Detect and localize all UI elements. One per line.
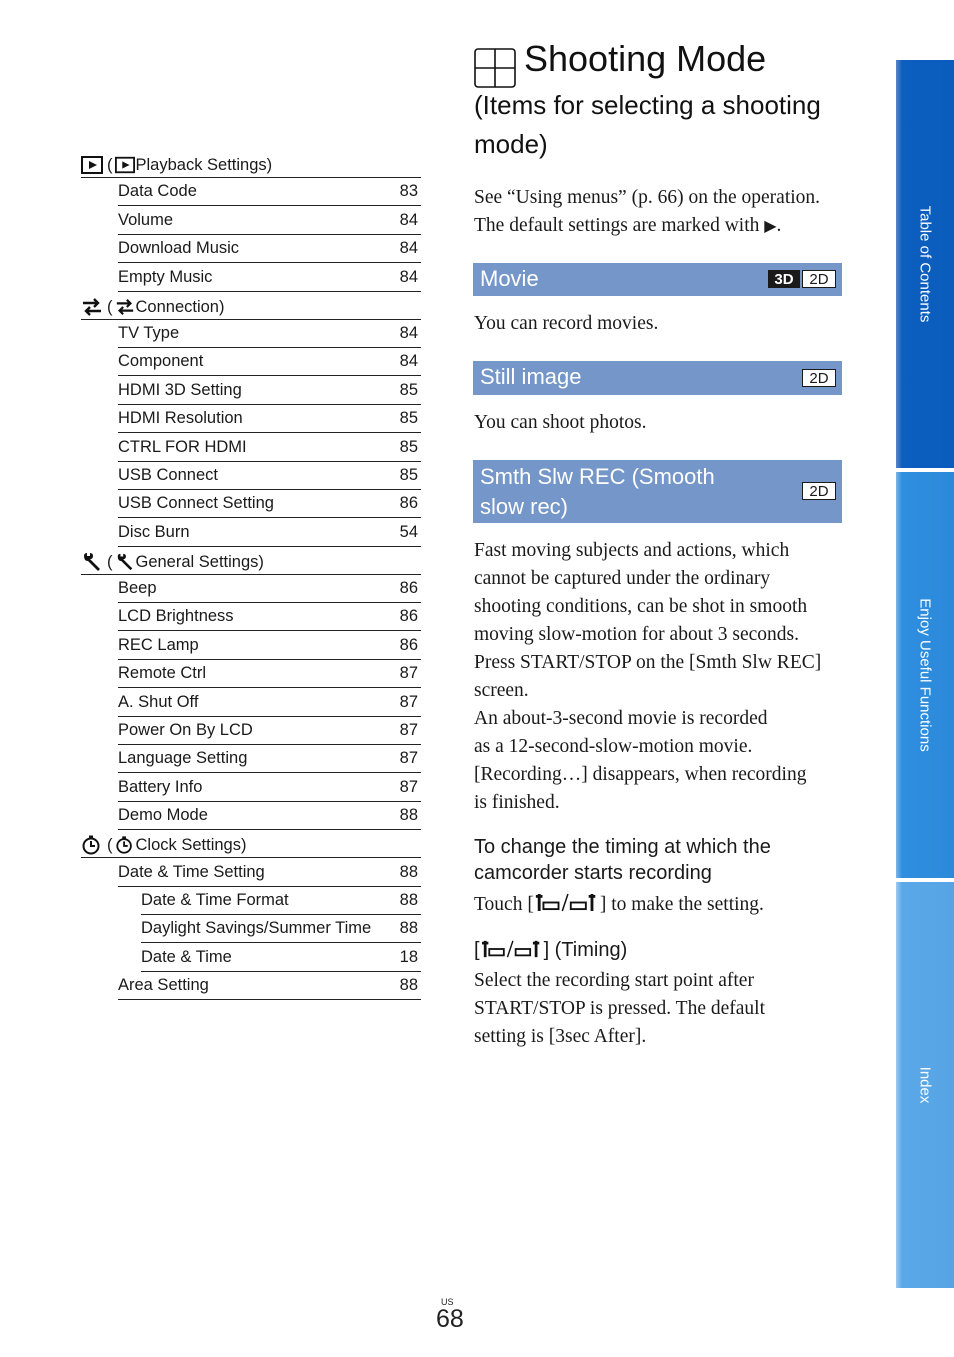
menu-row[interactable] <box>118 660 421 688</box>
page-ref: 88 <box>399 919 418 938</box>
playback-icon <box>115 155 135 175</box>
clock-icon <box>81 835 103 855</box>
menu-row[interactable] <box>118 433 421 461</box>
page-ref: 84 <box>399 239 418 258</box>
badge-2d: 2D <box>802 369 836 387</box>
menu-item-label: Remote Ctrl <box>118 664 207 683</box>
category-label: General Settings) <box>135 552 264 571</box>
menu-item-label: Data Code <box>118 182 197 201</box>
page-subtitle: (Items for selecting a shooting mode) <box>474 90 821 159</box>
section-title-line: Smth Slw REC (Smooth <box>480 464 715 489</box>
paren: ( <box>107 297 113 316</box>
menu-item-label: Beep <box>118 579 157 598</box>
page-ref: 87 <box>399 664 418 683</box>
menu-item-label: Component <box>118 352 204 371</box>
menu-item-label: Power On By LCD <box>118 721 253 740</box>
region-code: US <box>441 1297 454 1307</box>
menu-row[interactable] <box>118 603 421 631</box>
category-general[interactable] <box>81 547 421 575</box>
section-title: Movie <box>480 266 539 291</box>
playback-icon <box>81 155 103 175</box>
text-line: START/STOP is pressed. The default <box>474 998 766 1019</box>
page-ref: 87 <box>399 692 418 711</box>
timing-item-prefix: [ <box>474 939 480 961</box>
section-bar-movie <box>473 263 842 296</box>
text-line: screen. <box>474 680 529 701</box>
intro-line-end: . <box>776 215 782 236</box>
menu-row[interactable] <box>118 178 421 206</box>
select-text <box>474 967 834 1051</box>
badge-2d: 2D <box>802 482 836 500</box>
touch-prefix: Touch [ <box>474 894 534 915</box>
still-text: You can shoot photos. <box>474 412 647 433</box>
text-line: [Recording…] disappears, when recording <box>474 764 807 785</box>
page-title: Shooting Mode <box>524 38 767 79</box>
category-label: Connection) <box>135 297 225 316</box>
page-ref: 85 <box>399 409 418 428</box>
touch-text <box>474 891 764 919</box>
menu-item-label: CTRL FOR HDMI <box>118 437 247 456</box>
page-ref: 88 <box>399 890 418 909</box>
heading-line: camcorder starts recording <box>474 862 712 884</box>
menu-row[interactable] <box>118 575 421 603</box>
section-title: Still image <box>480 364 582 389</box>
menu-row[interactable] <box>118 802 421 830</box>
menu-row[interactable] <box>118 518 421 546</box>
menu-item-label: REC Lamp <box>118 635 199 654</box>
paren: ( <box>107 836 113 855</box>
menu-row[interactable] <box>118 206 421 234</box>
page-ref: 86 <box>399 635 418 654</box>
menu-row[interactable] <box>118 631 421 659</box>
page-ref: 86 <box>399 579 418 598</box>
page-ref: 54 <box>399 522 418 541</box>
section-title-line: slow rec) <box>480 494 569 519</box>
menu-index <box>81 150 421 1000</box>
default-marker-icon: ▶ <box>764 218 777 235</box>
menu-row[interactable] <box>118 348 421 376</box>
intro-line <box>474 212 854 241</box>
text-line: setting is [3sec After]. <box>474 1026 647 1047</box>
text-line: Press START/STOP on the [Smth Slw REC] <box>474 652 822 673</box>
section-bar-still <box>473 361 842 395</box>
touch-suffix: ] to make the setting. <box>599 894 764 915</box>
menu-item-label: Date & Time <box>141 947 232 966</box>
page-ref: 84 <box>399 267 418 286</box>
clock-icon <box>115 835 135 855</box>
menu-item-label: Demo Mode <box>118 806 208 825</box>
paren: ( <box>107 156 113 174</box>
text-line: is finished. <box>474 792 560 813</box>
text-line: Select the recording start point after <box>474 970 754 991</box>
category-clock[interactable] <box>81 830 421 858</box>
wrench-icon <box>115 552 135 572</box>
menu-row[interactable] <box>118 688 421 716</box>
page-ref: 18 <box>399 947 418 966</box>
page-ref: 88 <box>399 862 418 881</box>
tab-index[interactable] <box>896 882 954 1288</box>
section-title <box>480 462 715 522</box>
menu-row[interactable] <box>118 320 421 348</box>
menu-row[interactable] <box>118 858 421 886</box>
page-ref: 84 <box>399 210 418 229</box>
menu-row[interactable] <box>118 773 421 801</box>
page-ref: 85 <box>399 437 418 456</box>
page-ref: 86 <box>399 607 418 626</box>
intro-text <box>474 184 854 241</box>
text-line: moving slow-motion for about 3 seconds. <box>474 624 799 645</box>
page-ref: 83 <box>399 182 418 201</box>
text-line: Fast moving subjects and actions, which <box>474 540 790 561</box>
page-ref: 84 <box>399 352 418 371</box>
menu-item-label: USB Connect Setting <box>118 494 274 513</box>
badge-3d: 3D <box>768 270 800 288</box>
wrench-icon <box>81 552 103 572</box>
menu-row[interactable] <box>118 972 421 1000</box>
tab-enjoy-useful-functions[interactable] <box>896 472 954 878</box>
page-ref: 84 <box>399 323 418 342</box>
menu-item-label: Download Music <box>118 239 240 258</box>
menu-item-label: LCD Brightness <box>118 607 234 626</box>
tab-label: Enjoy Useful Functions <box>916 598 934 752</box>
category-label: Clock Settings) <box>135 836 247 855</box>
slow-rec-timing-icon <box>534 892 600 913</box>
intro-line: See “Using menus” (p. 66) on the operation. <box>474 187 821 208</box>
page-number: 68 <box>436 1305 464 1333</box>
tab-label: Table of Contents <box>916 205 934 323</box>
menu-item-label: Disc Burn <box>118 522 190 541</box>
text-line: as a 12-second-slow-motion movie. <box>474 736 753 757</box>
category-playback[interactable] <box>81 150 421 178</box>
category-label: Playback Settings) <box>135 156 273 174</box>
connection-icon <box>81 297 103 317</box>
tab-table-of-contents[interactable] <box>896 60 954 468</box>
grid-icon <box>474 48 516 88</box>
page-ref: 86 <box>399 494 418 513</box>
menu-item-label: Volume <box>118 210 174 229</box>
text-line: shooting conditions, can be shot in smooth <box>474 596 808 617</box>
paren: ( <box>107 552 113 571</box>
page-ref: 87 <box>399 777 418 796</box>
menu-item-label: Area Setting <box>118 976 209 995</box>
badge-2d: 2D <box>802 270 836 288</box>
page-ref: 87 <box>399 721 418 740</box>
menu-item-label: Empty Music <box>118 267 213 286</box>
menu-row[interactable] <box>141 887 421 915</box>
menu-row[interactable] <box>118 717 421 745</box>
menu-row[interactable] <box>118 376 421 404</box>
intro-line-text: The default settings are marked with <box>474 215 760 236</box>
text-line: An about-3-second movie is recorded <box>474 708 768 729</box>
menu-row[interactable] <box>118 235 421 263</box>
menu-item-label: TV Type <box>118 323 180 342</box>
menu-item-label: Language Setting <box>118 749 248 768</box>
timing-heading <box>474 834 771 886</box>
menu-item-label: A. Shut Off <box>118 692 199 711</box>
menu-row[interactable] <box>118 405 421 433</box>
menu-item-label: HDMI Resolution <box>118 409 243 428</box>
menu-item-label: HDMI 3D Setting <box>118 380 242 399</box>
menu-item-label: Date & Time Setting <box>118 862 265 881</box>
page-ref: 88 <box>399 806 418 825</box>
section-bar-smth <box>473 460 842 523</box>
heading-line: To change the timing at which the <box>474 836 771 858</box>
connection-icon <box>115 297 135 317</box>
category-connection[interactable] <box>81 292 421 320</box>
menu-row[interactable] <box>118 263 421 291</box>
menu-item-label: Battery Info <box>118 777 203 796</box>
movie-text: You can record movies. <box>474 313 659 334</box>
menu-row[interactable] <box>141 943 421 971</box>
tab-label: Index <box>916 1066 934 1104</box>
page-ref: 85 <box>399 465 418 484</box>
smth-text <box>474 537 854 817</box>
menu-item-label: USB Connect <box>118 465 218 484</box>
page-ref: 85 <box>399 380 418 399</box>
menu-row[interactable] <box>118 462 421 490</box>
menu-row[interactable] <box>118 490 421 518</box>
text-line: cannot be captured under the ordinary <box>474 568 771 589</box>
page-ref: 87 <box>399 749 418 768</box>
menu-item-label: Date & Time Format <box>141 890 289 909</box>
menu-row[interactable] <box>118 745 421 773</box>
timing-item <box>474 937 627 963</box>
page-ref: 88 <box>399 976 418 995</box>
timing-item-suffix: ] (Timing) <box>543 939 628 961</box>
menu-row[interactable] <box>141 915 421 943</box>
slow-rec-timing-icon <box>480 939 544 959</box>
menu-item-label: Daylight Savings/Summer Time <box>141 919 372 938</box>
